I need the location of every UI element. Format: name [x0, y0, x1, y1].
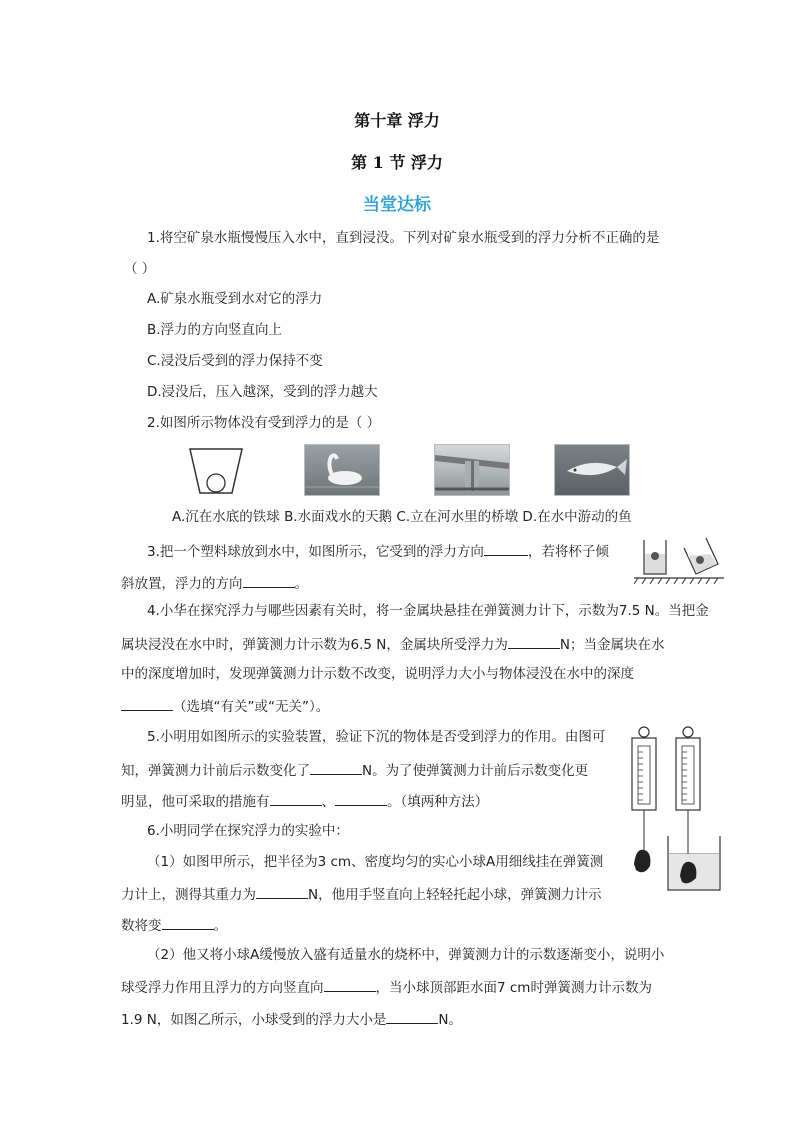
q6-blank-1[interactable] — [256, 884, 308, 899]
q3-line1: 3.把一个塑料球放到水中，如图所示，它受到的浮力方向 ，若将杯子倾 — [147, 541, 609, 561]
q6-blank-4[interactable] — [386, 1009, 438, 1024]
fish-photo — [554, 444, 630, 496]
q1-option-a: A.矿泉水瓶受到水对它的浮力 — [147, 291, 323, 307]
q5-line3: 明显，他可采取的措施有 、 。（填两种方法） — [121, 791, 488, 811]
q1-option-b: B.浮力的方向竖直向上 — [147, 322, 283, 338]
section-title: 第 1 节 浮力 — [351, 153, 443, 172]
q6-p1-line2: 力计上，测得其重力为 N，他用手竖直向上轻轻托起小球，弹簧测力计示 — [121, 884, 602, 904]
q3-blank-2[interactable] — [243, 573, 295, 588]
beaker-tilt-figure — [632, 534, 728, 586]
q2-captions: A.沉在水底的铁球 B.水面戏水的天鹅 C.立在河水里的桥墩 D.在水中游动的鱼 — [172, 509, 632, 525]
q5-blank-1[interactable] — [310, 760, 362, 775]
q6-p1-line3: 数将变 。 — [121, 915, 227, 935]
q4-blank-1[interactable] — [508, 634, 560, 649]
q6-p2-line2: 球受浮力作用且浮力的方向竖直向 ，当小球顶部距水面7 cm时弹簧测力计示数为 — [121, 977, 652, 997]
chapter-title: 第十章 浮力 — [354, 111, 440, 130]
sunk-ball-figure — [188, 447, 244, 495]
q4-line1: 4.小华在探究浮力与哪些因素有关时，将一金属块悬挂在弹簧测力计下，示数为7.5 N。当把金 — [147, 603, 709, 619]
q1-bracket: （ ） — [124, 261, 156, 277]
section-label: 当堂达标 — [363, 195, 431, 215]
q6-blank-2[interactable] — [162, 915, 214, 930]
q6-p2-line1: （2）他又将小球A缓慢放入盛有适量水的烧杯中，弹簧测力计的示数逐渐变小，说明小 — [147, 947, 665, 963]
q1-option-d: D.浸没后，压入越深，受到的浮力越大 — [147, 384, 378, 400]
q1-option-c: C.浸没后受到的浮力保持不变 — [147, 353, 323, 369]
q6-p1-line1: （1）如图甲所示，把半径为3 cm、密度均匀的实心小球A用细线挂在弹簧测 — [147, 854, 604, 870]
q1-stem: 1.将空矿泉水瓶慢慢压入水中，直到浸没。下列对矿泉水瓶受到的浮力分析不正确的是 — [147, 230, 660, 246]
q6-p2-line3: 1.9 N，如图乙所示，小球受到的浮力大小是 N。 — [121, 1009, 462, 1029]
q6-stem: 6.小明同学在探究浮力的实验中： — [147, 823, 349, 839]
q5-line2: 知，弹簧测力计前后示数变化了 N。为了使弹簧测力计前后示数变化更 — [121, 760, 588, 780]
q5-blank-2[interactable] — [270, 791, 322, 806]
q4-blank-2[interactable] — [121, 696, 173, 711]
spring-scale-figure — [626, 724, 730, 896]
q4-line3: 中的深度增加时，发现弹簧测力计示数不改变，说明浮力大小与物体浸没在水中的深度 — [121, 666, 634, 682]
bridge-pier-photo — [434, 444, 510, 496]
q4-line4: （选填“有关”或“无关”）。 — [121, 696, 329, 716]
q2-stem: 2.如图所示物体没有受到浮力的是（ ） — [147, 415, 381, 431]
q5-blank-3[interactable] — [335, 791, 387, 806]
q3-line2: 斜放置，浮力的方向 。 — [121, 573, 308, 593]
q6-blank-3[interactable] — [324, 977, 376, 992]
swan-photo — [304, 444, 380, 496]
q4-line2: 属块浸没在水中时，弹簧测力计示数为6.5 N，金属块所受浮力为 N；当金属块在水 — [121, 634, 664, 654]
q5-line1: 5.小明用如图所示的实验装置，验证下沉的物体是否受到浮力的作用。由图可 — [147, 729, 606, 745]
q3-blank-1[interactable] — [484, 541, 528, 556]
